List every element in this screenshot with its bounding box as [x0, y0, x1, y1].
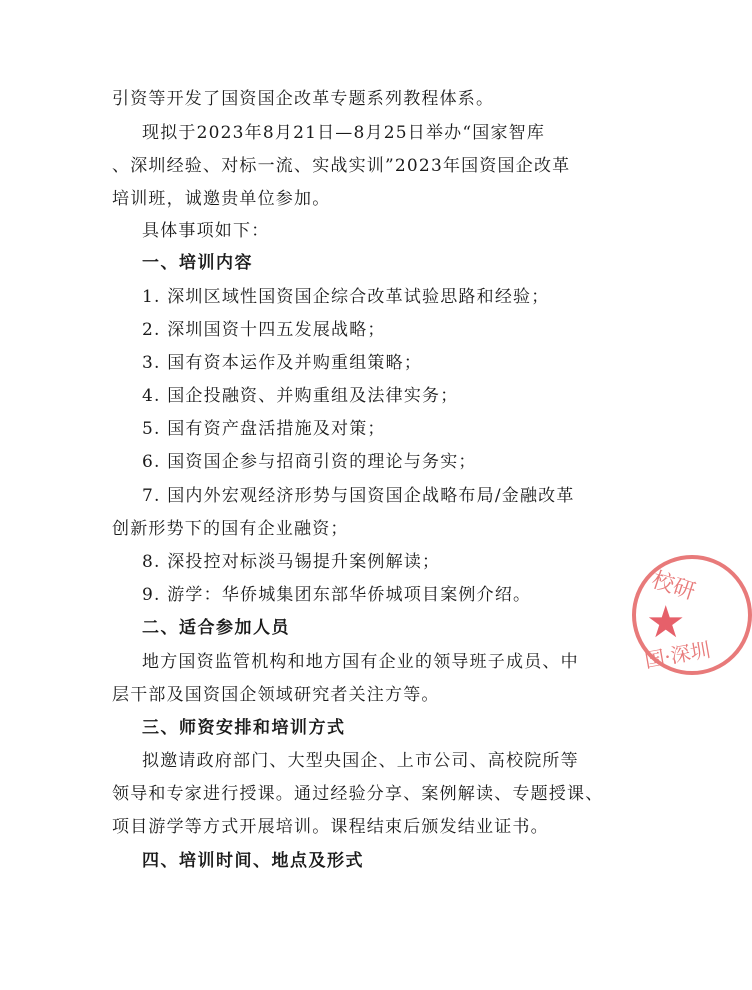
- stamp-bottom-text: 国·深圳: [642, 637, 713, 673]
- section-2-line: 层干部及国资国企领域研究者关注方等。: [112, 685, 440, 705]
- section-2-line: 地方国资监管机构和地方国有企业的领导班子成员、中: [142, 652, 579, 672]
- section-1-item: 9. 游学：华侨城集团东部华侨城项目案例介绍。: [142, 585, 532, 605]
- intro-line-5: 具体事项如下：: [142, 221, 270, 241]
- intro-line-4: 培训班，诚邀贵单位参加。: [112, 189, 331, 209]
- section-3-line: 领导和专家进行授课。通过经验分享、案例解读、专题授课、: [112, 784, 604, 804]
- section-1-item: 4. 国企投融资、并购重组及法律实务；: [142, 386, 459, 406]
- section-2-heading: 二、适合参加人员: [142, 618, 290, 638]
- stamp-top-text: 校研: [648, 567, 699, 606]
- section-1-item: 6. 国资国企参与招商引资的理论与务实；: [142, 452, 477, 472]
- section-1-item: 2. 深圳国资十四五发展战略；: [142, 320, 386, 340]
- section-3-heading: 三、师资安排和培训方式: [142, 718, 346, 738]
- section-1-item: 1. 深圳区域性国资国企综合改革试验思路和经验；: [142, 287, 550, 307]
- intro-line-2: 现拟于2023年8月21日—8月25日举办“国家智库: [142, 123, 546, 143]
- section-1-item: 8. 深投控对标淡马锡提升案例解读；: [142, 552, 441, 572]
- section-1-item: 5. 国有资产盘活措施及对策；: [142, 419, 386, 439]
- official-seal-stamp: [632, 555, 752, 675]
- section-1-heading: 一、培训内容: [142, 253, 253, 273]
- section-1-item: 3. 国有资本运作及并购重组策略；: [142, 353, 423, 373]
- star-icon: ★: [646, 597, 686, 648]
- intro-line-1: 引资等开发了国资国企改革专题系列教程体系。: [112, 89, 495, 109]
- intro-line-3: 、深圳经验、对标一流、实战实训”2023年国资国企改革: [112, 156, 571, 176]
- section-4-heading: 四、培训时间、地点及形式: [142, 851, 364, 871]
- section-3-line: 项目游学等方式开展培训。课程结束后颁发结业证书。: [112, 817, 549, 837]
- section-1-item-continued: 创新形势下的国有企业融资；: [112, 519, 349, 539]
- section-1-item: 7. 国内外宏观经济形势与国资国企战略布局/金融改革: [142, 486, 575, 506]
- section-3-line: 拟邀请政府部门、大型央国企、上市公司、高校院所等: [142, 751, 579, 771]
